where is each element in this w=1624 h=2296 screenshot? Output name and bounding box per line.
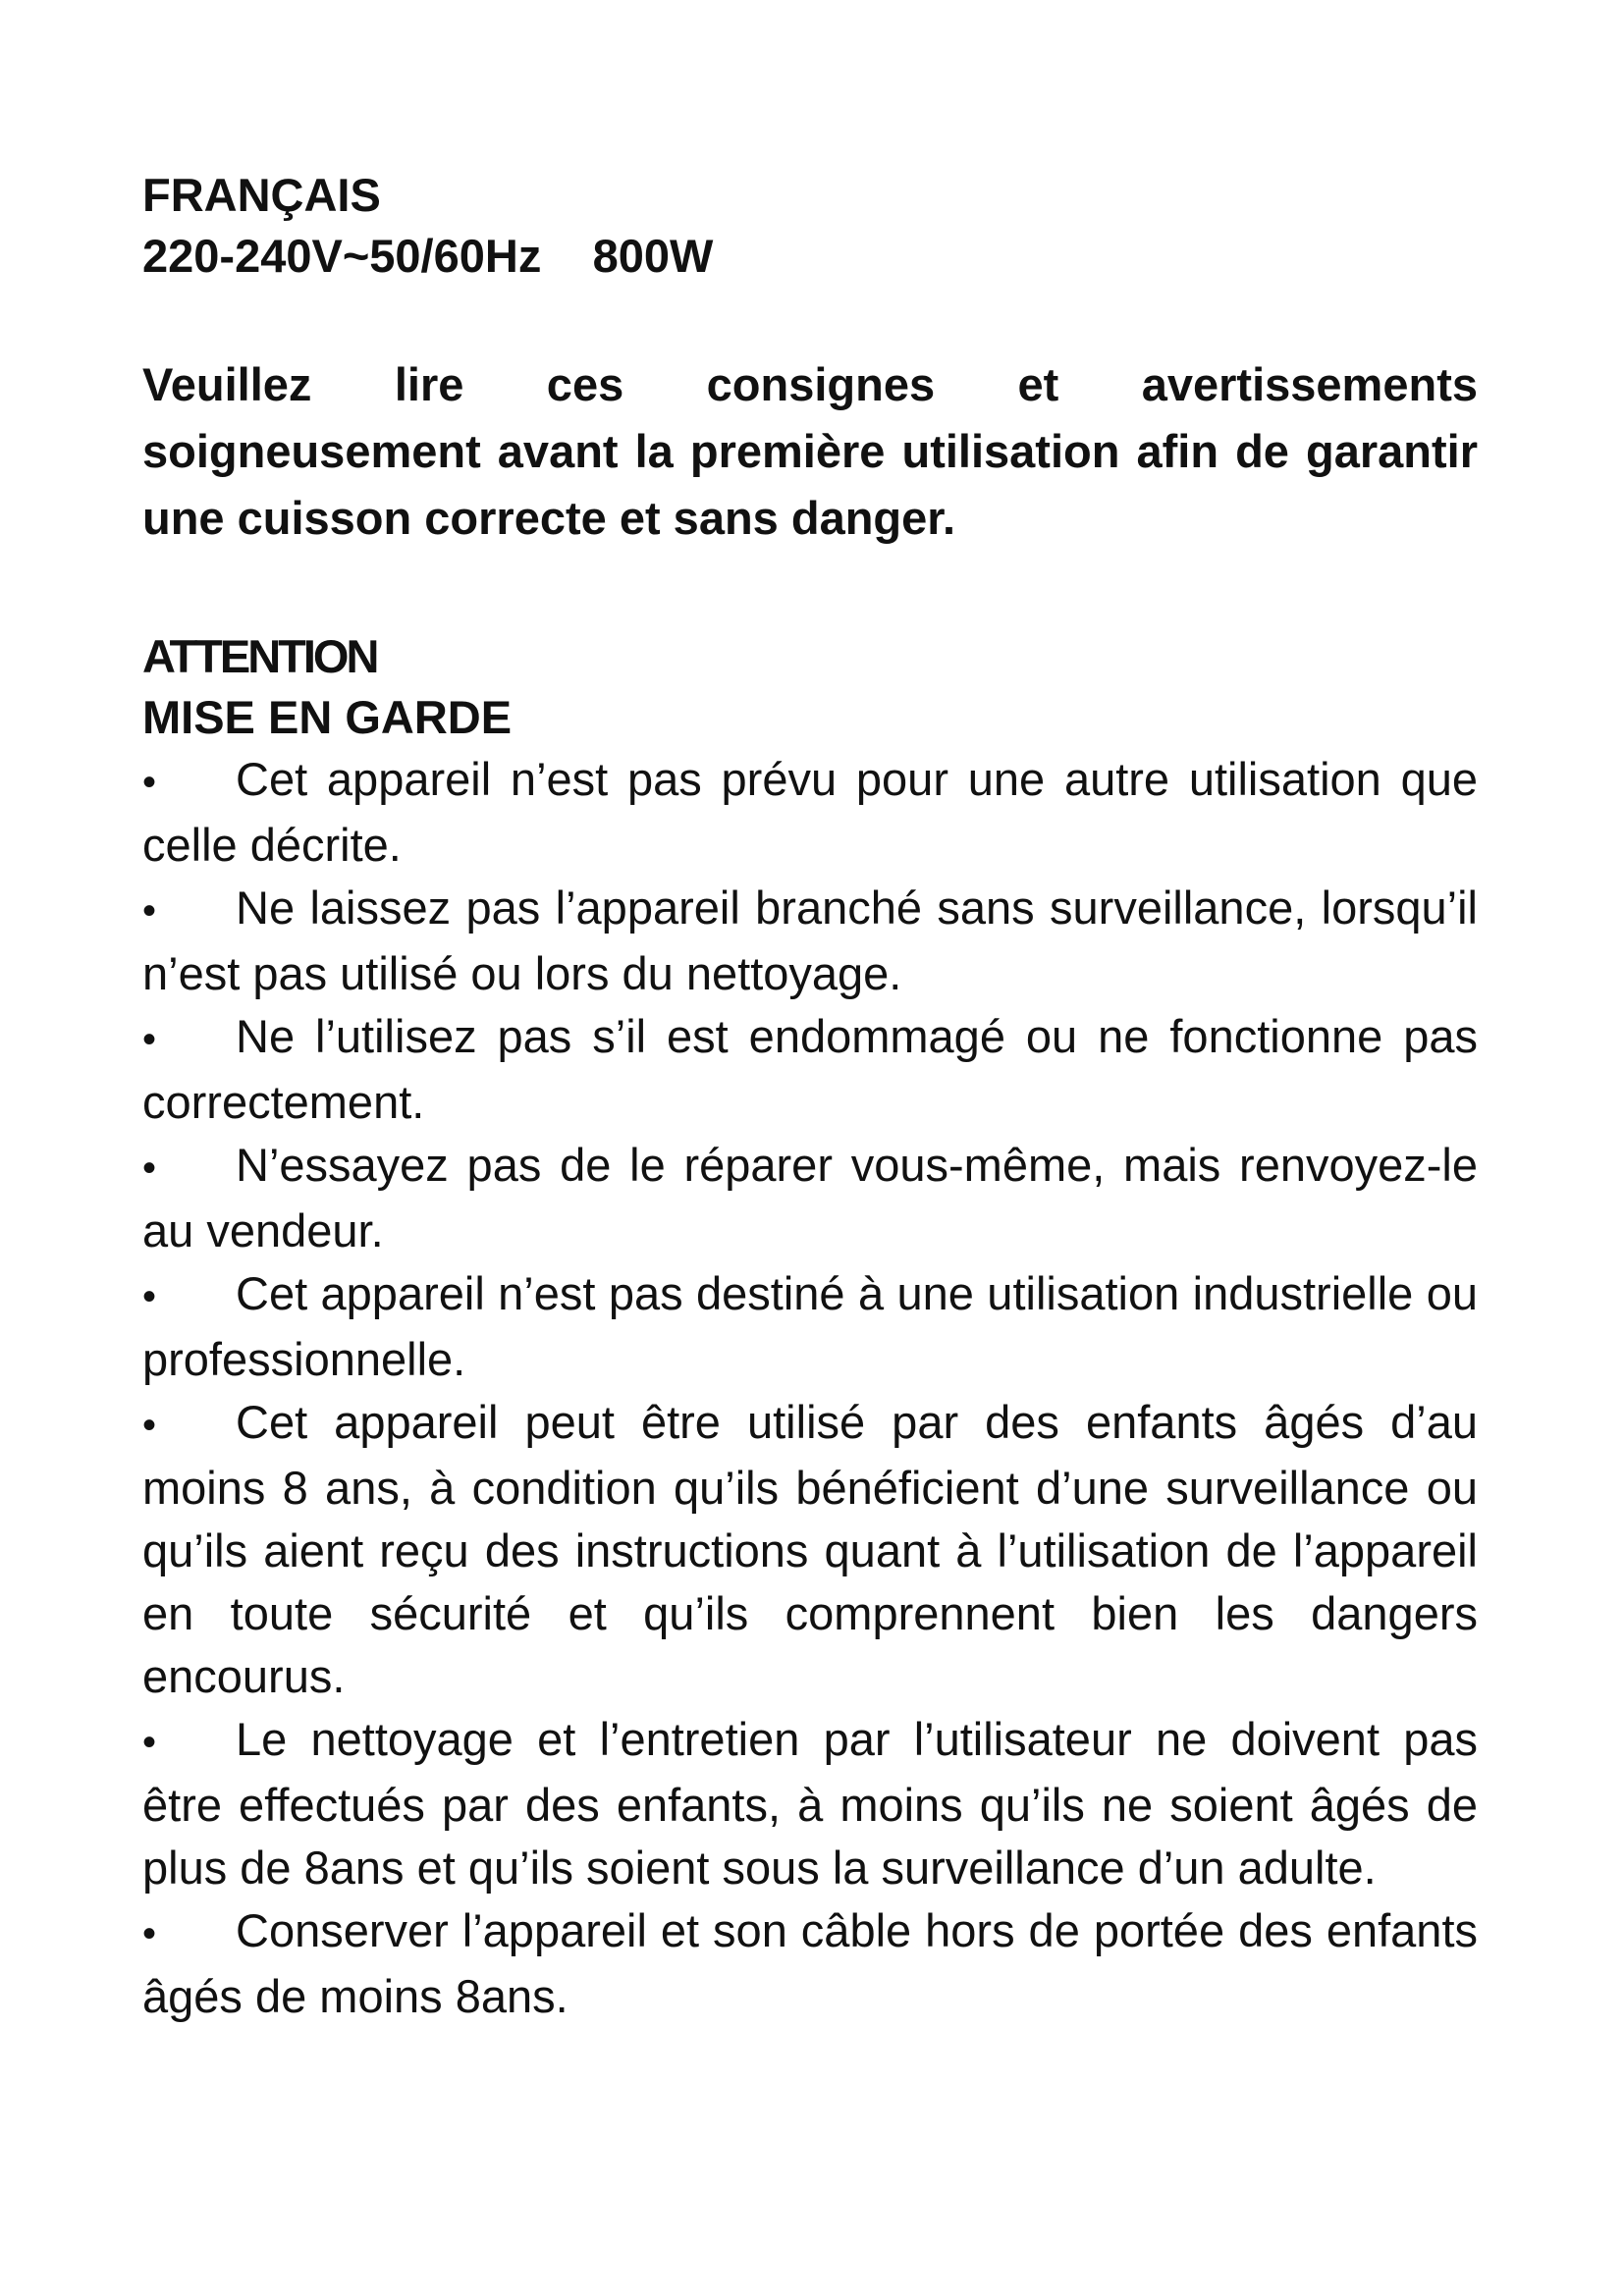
list-item-text: Cet appareil n’est pas prévu pour une autre utilisation que celle décrite. [142, 753, 1478, 871]
list-item-text: Ne l’utilisez pas s’il est endommagé ou ne fonctionne pas correctement. [142, 1010, 1478, 1128]
bullet-icon: • [142, 1721, 157, 1764]
list-item-text: Cet appareil peut être utilisé par des enfants âgés d’au moins 8 ans, à condition qu’ils bénéficient d’une surveillance ou qu’ils aient reçu des instructions quant à l’utilisation de l’appareil en toute sécurité et qu’ils comprennent bien les dangers encourus. [142, 1396, 1478, 1702]
bullet-icon: • [142, 889, 157, 933]
list-item-text: Conserver l’appareil et son câble hors de portée des enfants âgés de moins 8ans. [142, 1904, 1478, 2022]
list-item [142, 1005, 1478, 1134]
bullet-icon: • [142, 1404, 157, 1447]
list-item [142, 1391, 1478, 1708]
warning-list [142, 748, 1478, 2028]
intro-paragraph: Veuillez lire ces consignes et avertissements soigneusement avant la première utilisation afin de garantir une cuisson correcte et sans danger. [142, 358, 1478, 544]
list-item-text: N’essayez pas de le réparer vous-même, mais renvoyez-le au vendeur. [142, 1139, 1478, 1256]
power-specs: 220-240V~50/60Hz 800W [142, 230, 714, 282]
list-item [142, 1134, 1478, 1262]
list-item [142, 1899, 1478, 2028]
bullet-icon: • [142, 1147, 157, 1190]
bullet-icon: • [142, 1912, 157, 1955]
list-item [142, 748, 1478, 877]
manual-page [142, 165, 1478, 2028]
list-item [142, 877, 1478, 1005]
list-item-text: Cet appareil n’est pas destiné à une utilisation industrielle ou professionnelle. [142, 1267, 1478, 1385]
bullet-icon: • [142, 761, 157, 804]
attention-heading: ATTENTION [142, 630, 377, 682]
list-item [142, 1262, 1478, 1391]
bullet-icon: • [142, 1018, 157, 1061]
language-heading: FRANÇAIS [142, 169, 381, 221]
list-item-text: Le nettoyage et l’entretien par l’utilisateur ne doivent pas être effectués par des enfants, à moins qu’ils ne soient âgés de plus de 8ans et qu’ils soient sous la surveillance d’un adulte. [142, 1713, 1478, 1894]
list-item [142, 1708, 1478, 1899]
list-item-text: Ne laissez pas l’appareil branché sans surveillance, lorsqu’il n’est pas utilisé ou lors du nettoyage. [142, 881, 1478, 999]
warning-title: MISE EN GARDE [142, 691, 513, 743]
bullet-icon: • [142, 1275, 157, 1318]
